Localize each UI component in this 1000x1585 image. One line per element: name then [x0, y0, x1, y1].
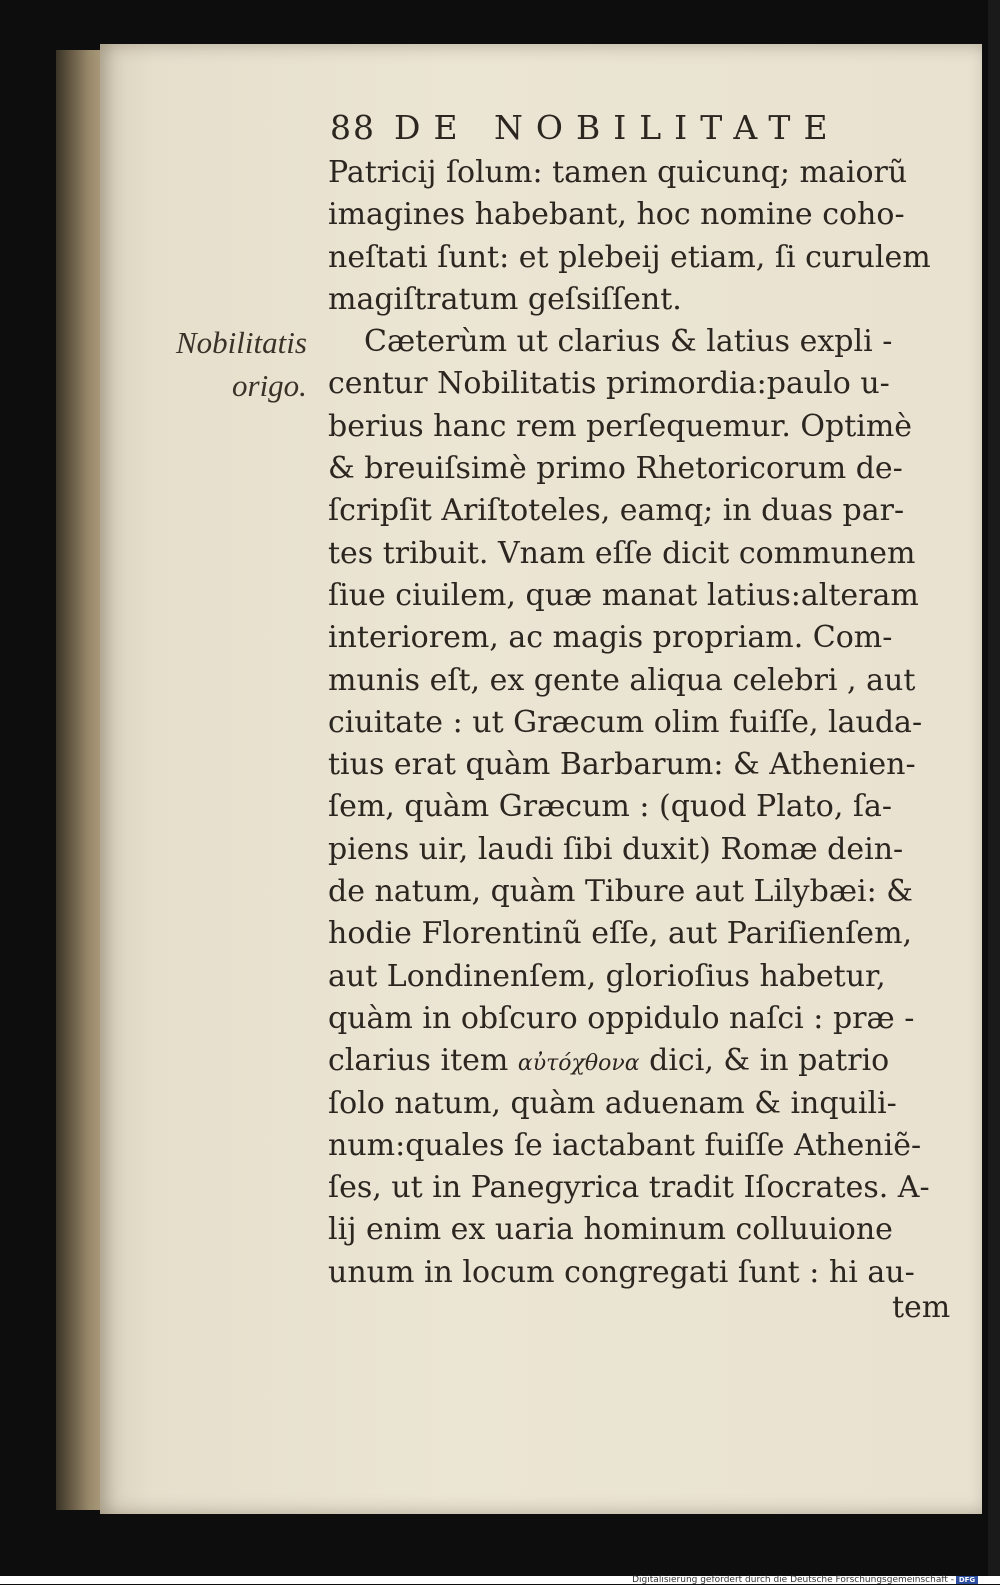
margin-note-line1: Nobilitatis [176, 325, 307, 360]
text-line: interiorem, ac magis propriam. Com- [328, 620, 893, 656]
text-line: ciuitate : ut Græcum olim fuiſſe, lauda- [328, 704, 923, 740]
body-text [328, 152, 964, 1294]
greek-word: αὐτόχθονα [517, 1051, 640, 1077]
scanner-border [988, 0, 1000, 1584]
text-line: Patricij ſolum: tamen quicunq; maiorũ [328, 155, 908, 190]
text-line: munis eſt, ex gente aliqua celebri , aut [328, 662, 916, 698]
text-line: aut Londinenſem, glorioſius habetur, [328, 958, 886, 994]
text-line: num:quales ſe iactabant fuiſſe Atheniẽ- [328, 1127, 922, 1163]
text-line: ſem, quàm Græcum : (quod Plato, ſa- [328, 789, 893, 825]
text-line: & breuiſsimè primo Rhetoricorum de- [328, 451, 903, 487]
text-line: neſtati ſunt: et plebeij etiam, ſi curulem [328, 239, 931, 275]
text-line: de natum, quàm Tibure aut Lilybæi: & [328, 874, 913, 910]
margin-note-line2: origo. [232, 368, 307, 403]
text-line: quàm in obſcuro oppidulo naſci : præ - [328, 1000, 915, 1036]
running-title: DE NOBILITATE [394, 108, 841, 147]
footer-credit: Digitalisierung gefördert durch die Deutsche Forschungsgemeinschaft - [632, 1575, 954, 1585]
text-line: imagines habebant, hoc nomine coho- [328, 197, 905, 233]
text-segment: clarius item [328, 1043, 509, 1079]
page-number: 88 [330, 108, 376, 147]
text-line: piens uir, laudi ſibi duxit) Romæ dein- [328, 831, 904, 867]
text-line: tes tribuit. Vnam eſſe dicit communem [328, 535, 916, 571]
text-segment: dici, & in patrio [649, 1043, 890, 1079]
text-line: hodie Florentinũ eſſe, aut Pariſienſem, [328, 916, 913, 952]
text-line: ſolo natum, quàm aduenam & inquili- [328, 1085, 897, 1121]
text-line: unum in locum congregati ſunt : hi au- [328, 1254, 915, 1290]
text-line: berius hanc rem perſequemur. Optimè [328, 408, 913, 444]
text-line: tius erat quàm Barbarum: & Athenien- [328, 747, 916, 783]
text-line: ſiue ciuilem, quæ manat latius:alteram [328, 577, 919, 613]
text-line: magiſtratum geſsiſſent. [328, 281, 682, 317]
dfg-logo: DFG [956, 1576, 978, 1584]
running-head [330, 108, 890, 147]
text-line: ſcripſit Ariſtoteles, eamq; in duas par- [328, 493, 905, 529]
text-line: Cæterùm ut clarius & latius expli - [364, 324, 893, 360]
text-line: centur Nobilitatis primordia:paulo u- [328, 366, 890, 402]
text-line: lij enim ex uaria hominum colluuione [328, 1212, 893, 1248]
text-line: ſes, ut in Panegyrica tradit Iſocrates. A- [328, 1170, 930, 1206]
catchword: tem [892, 1290, 951, 1325]
text-line-with-greek [328, 1040, 964, 1082]
